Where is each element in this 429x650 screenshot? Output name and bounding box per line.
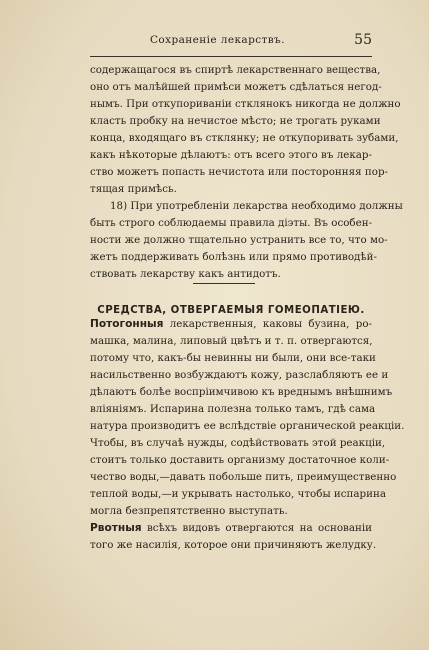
section-divider (193, 283, 255, 284)
running-title: Сохраненіе лекарствъ. (150, 34, 285, 46)
text-line: оно отъ малѣйшей примѣси можетъ сдѣлаться негод- (90, 81, 382, 93)
header-rule (90, 56, 372, 57)
text-fragment: лекарственныя, каковы бузина, ро- (163, 318, 372, 330)
text-line: могла безпрепятственно выступать. (90, 505, 288, 517)
text-line: натура производитъ ее вслѣдствіе органической реакціи. (90, 420, 405, 432)
text-line: стоитъ только доставить организму достаточное коли- (90, 454, 390, 466)
text-fragment: всѣхъ видовъ отвергаются на основаніи (141, 522, 372, 534)
text-line: чество воды,—давать побольше пить, преимущественно (90, 471, 397, 483)
text-line (90, 316, 372, 333)
term-potogonnye: Потогонныя (90, 318, 164, 330)
page-header (150, 34, 372, 50)
text-line: вліяніямъ. Испарина полезна только тамъ, гдѣ сама (90, 403, 376, 415)
text-line: класть пробку на нечистое мѣсто; не трогать руками (90, 115, 381, 127)
text-line: тящая примѣсь. (90, 183, 177, 195)
text-line: того же насилія, которое они причиняютъ желудку. (90, 539, 377, 551)
text-line: машка, малина, липовый цвѣтъ и т. п. отвергаются, (90, 335, 373, 347)
text-line: дѣлаютъ болѣе воспріимчивою къ вреднымъ внѣшнимъ (90, 386, 393, 398)
text-line: ности же должно тщательно устранить все то, что мо- (90, 234, 388, 246)
text-line: 18) При употребленіи лекарства необходимо должны (110, 200, 403, 212)
text-line: жетъ поддерживать болѣзнь или прямо противодѣй- (90, 251, 377, 263)
text-line: ствовать лекарству какъ антидотъ. (90, 268, 281, 280)
page-number: 55 (354, 32, 372, 48)
text-line: нымъ. При откупориваніи стклянокъ никогда не должно (90, 98, 401, 110)
text-line: Чтобы, въ случаѣ нужды, содѣйствовать этой реакціи, (90, 437, 386, 449)
text-line: содержащагося въ спиртѣ лекарственнаго вещества, (90, 64, 381, 76)
paragraph-continued (90, 62, 401, 198)
paragraph-rvotnye (90, 520, 377, 554)
text-block-upper (90, 62, 403, 283)
text-line: быть строго соблюдаемы правила діэты. Въ особен- (90, 217, 373, 229)
text-line: насильственно возбуждаютъ кожу, разслабляютъ ее и (90, 369, 389, 381)
text-line: какъ нѣкоторые дѣлаютъ: отъ всего этого въ лекар- (90, 149, 372, 161)
paragraph-potogonnye (90, 316, 405, 520)
text-line: конца, входящаго въ стклянку; не откупоривать зубами, (90, 132, 399, 144)
section-heading: СРЕДСТВА, ОТВЕРГАЕМЫЯ ГОМЕОПАТІЕЮ. (97, 305, 365, 316)
text-line: теплой воды,—и укрывать настолько, чтобы испарина (90, 488, 387, 500)
text-block-lower (90, 316, 405, 554)
text-line: ство можетъ попасть нечистота или посторонняя пор- (90, 166, 389, 178)
text-line: потому что, какъ-бы невинны ни были, они все-таки (90, 352, 376, 364)
paragraph-18 (90, 198, 403, 283)
text-line (90, 520, 372, 537)
term-rvotnye: Рвотныя (90, 522, 142, 534)
